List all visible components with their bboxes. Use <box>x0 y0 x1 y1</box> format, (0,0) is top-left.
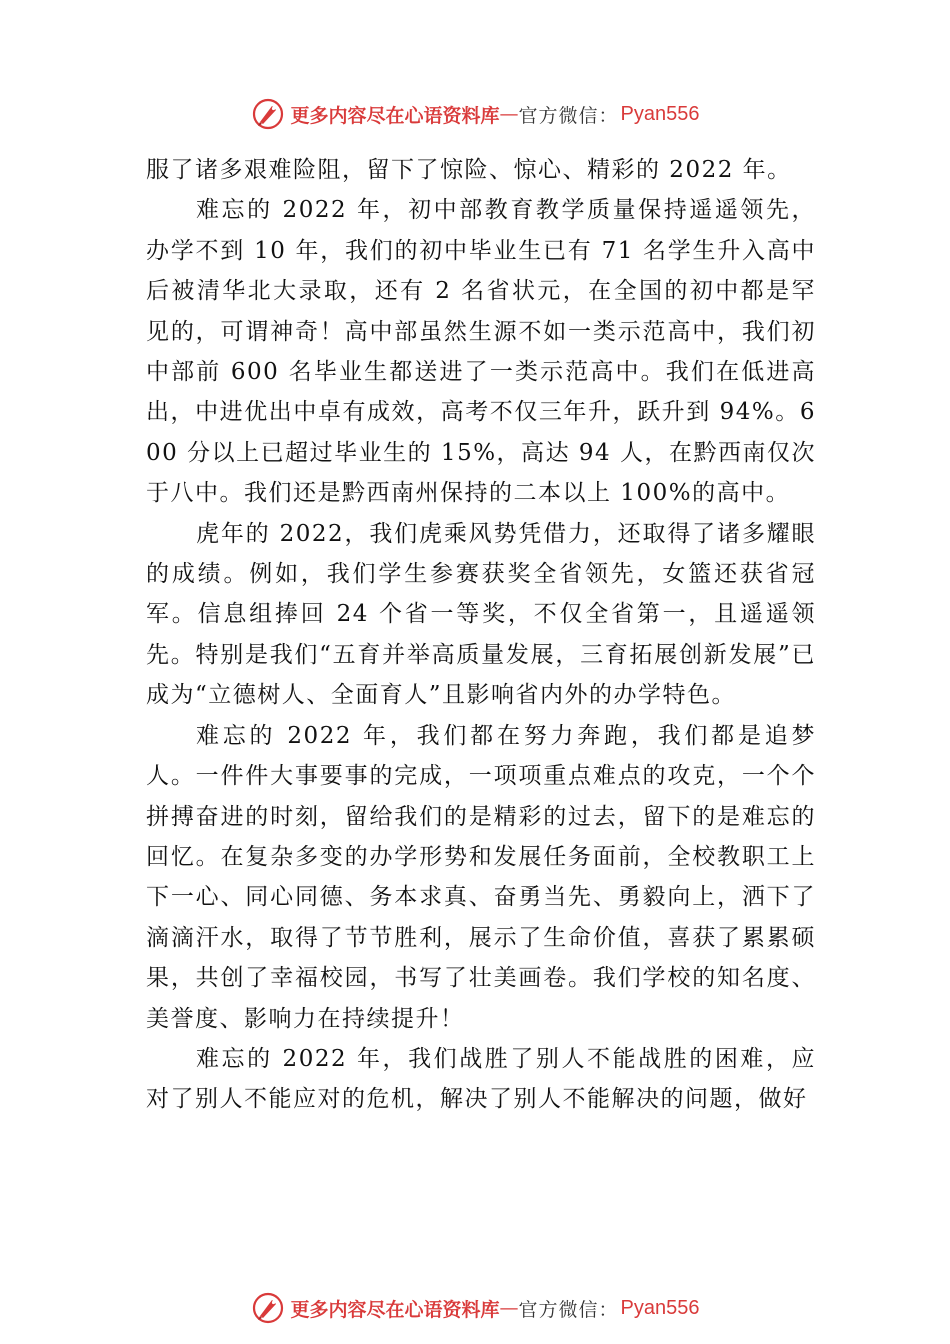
watermark-brand-text: 更多内容尽在心语资料库 <box>290 1298 500 1321</box>
paragraph-4: 难忘的 2022 年，我们都在努力奔跑，我们都是追梦人。一件件大事要事的完成，一项项重点难点的攻克，一个个拼搏奋进的时刻，留给我们的是精彩的过去，留下的是难忘的回忆。在复杂多变的办学形势和发展任务面前，全校教职工上下一心、同心同德、务本求真、奋勇当先、勇毅向上，洒下了滴滴汗水，取得了节节胜利，展示了生命价值，喜获了累累硕果，共创了幸福校园，书写了壮美画卷。我们学校的知名度、美誉度、影响力在持续提升！ <box>146 722 816 1032</box>
paragraph-3: 虎年的 2022，我们虎乘风势凭借力，还取得了诸多耀眼的成绩。例如，我们学生参赛获奖全省领先，女篮还获省冠军。信息组捧回 24 个省一等奖，不仅全省第一，且遥遥领先。特别是我们“五育并举高质量发展，三育拓展创新发展”已成为“立德树人、全面育人”且影响省内外的办学特色。 <box>146 520 816 709</box>
paragraph-1: 服了诸多艰难险阻，留下了惊险、惊心、精彩的 2022 年。 <box>146 157 792 183</box>
pen-nib-logo-icon <box>251 97 285 131</box>
document-body <box>146 150 816 1120</box>
watermark-separator: — <box>499 1297 519 1319</box>
paragraph-2: 难忘的 2022 年，初中部教育教学质量保持遥遥领先，办学不到 10 年，我们的初中毕业生已有 71 名学生升入高中后被清华北大录取，还有 2 名省状元，在全国的初中都是罕见的，可谓神奇！高中部虽然生源不如一类示范高中，我们初中部前 600 名毕业生都送进了一类示范高中。我们在低进高出，中进优出中卓有成效，高考不仅三年升，跃升到 94%。600 分以上已超过毕业生的 15%，高达 94 人，在黔西南仅次于八中。我们还是黔西南州保持的二本以上 100%的高中。 <box>146 197 816 507</box>
paragraph-5: 难忘的 2022 年，我们战胜了别人不能战胜的困难，应对了别人不能应对的危机，解决了别人不能解决的问题，做好 <box>146 1045 816 1113</box>
watermark-wechat-id: Pyan556 <box>620 1296 700 1319</box>
header-watermark <box>0 94 950 134</box>
watermark-official-label: 官方微信： <box>518 104 619 127</box>
watermark-official-label: 官方微信： <box>518 1298 619 1321</box>
pen-nib-logo-icon <box>251 1291 285 1325</box>
watermark-brand-text: 更多内容尽在心语资料库 <box>290 104 500 127</box>
footer-watermark <box>0 1288 950 1328</box>
watermark-separator: — <box>499 103 519 125</box>
watermark-wechat-id: Pyan556 <box>620 102 700 125</box>
